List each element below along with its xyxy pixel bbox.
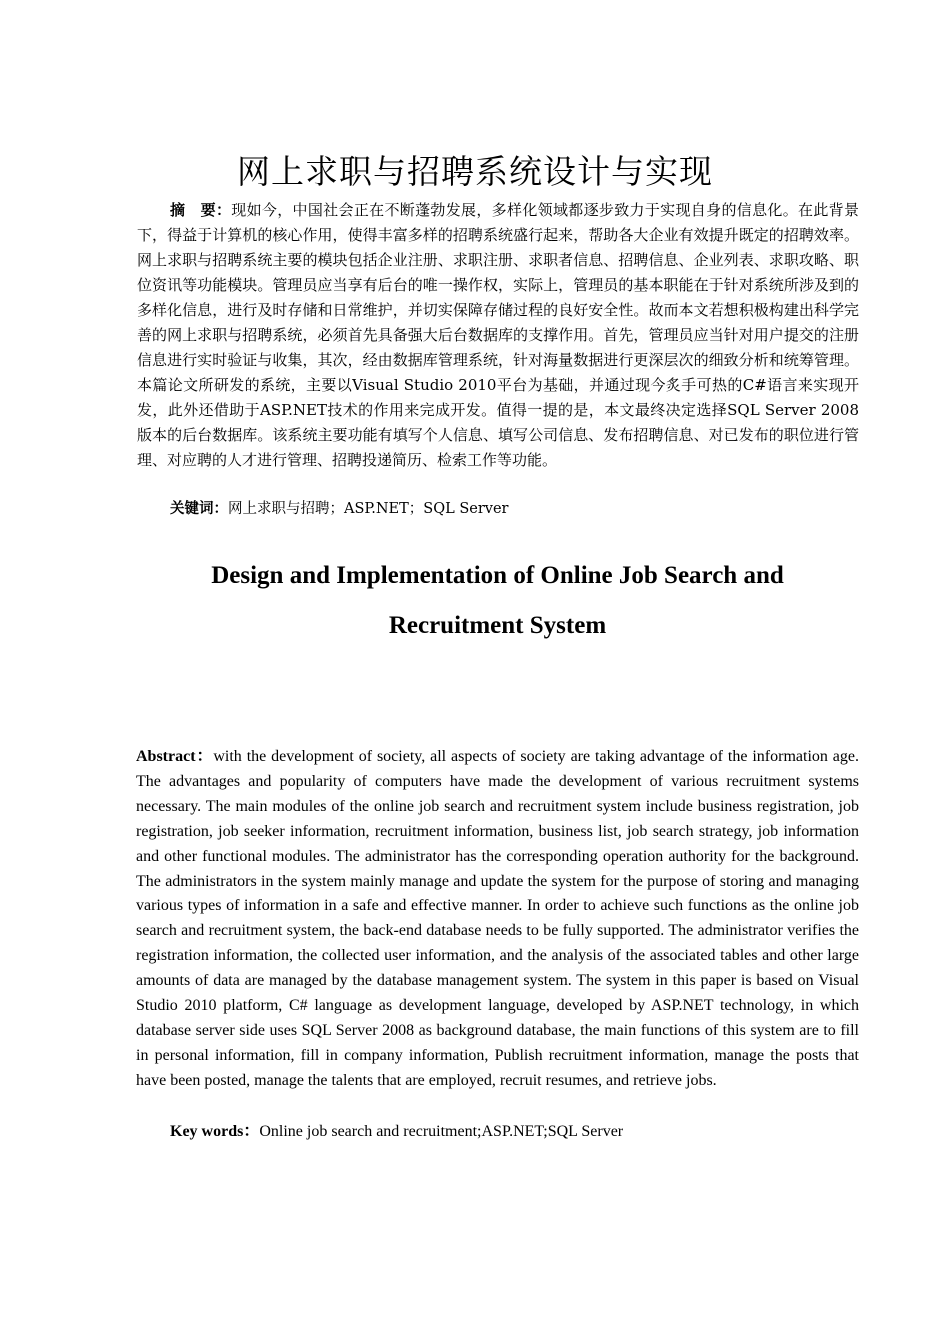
chinese-keywords-label: 关键词： — [170, 501, 228, 517]
chinese-abstract-text: 现如今，中国社会正在不断蓬勃发展，多样化领域都逐步致力于实现自身的信息化。在此背景下，得益于计算机的核心作用，使得丰富多样的招聘系统盛行起来，帮助各大企业有效提升既定的招聘效率。网上求职与招聘系统主要的模块包括企业注册、求职注册、求职者信息、招聘信息、企业列表、求职攻略、职位资讯等功能模块。管理员应当享有后台的唯一操作权，实际上，管理员的基本职能在于针对系统所涉及到的多样化信息，进行及时存储和日常维护，并切实保障存储过程的良好安全性。故而本文若想积极构建出科学完善的网上求职与招聘系统，必须首先具备强大后台数据库的支撑作用。首先，管理员应当针对用户提交的注册信息进行实时验证与收集，其次，经由数据库管理系统，针对海量数据进行更深层次的细致分析和统筹管理。本篇论文所研发的系统，主要以Visual Studio 2010平台为基础，并通过现今炙手可热的C#语言来实现开发，此外还借助于ASP.NET技术的作用来完成开发。值得一提的是，本文最终决定选择SQL Server 2008版本的后台数据库。该系统主要功能有填写个人信息、填写公司信息、发布招聘信息、对已发布的职位进行管理、对应聘的人才进行管理、招聘投递简历、检索工作等功能。 — [137, 201, 859, 469]
chinese-keywords-text: 网上求职与招聘；ASP.NET；SQL Server — [228, 501, 509, 517]
english-keywords-label: Key words： — [170, 1123, 260, 1140]
english-keywords — [136, 1119, 859, 1144]
chinese-abstract — [137, 198, 859, 473]
chinese-keywords — [137, 497, 859, 522]
chinese-title: 网上求职与招聘系统设计与实现 — [237, 152, 713, 192]
english-title — [100, 551, 895, 651]
english-keywords-text: Online job search and recruitment;ASP.NET;SQL Server — [259, 1123, 624, 1140]
chinese-abstract-label: 摘 要： — [170, 201, 232, 219]
english-title-line2: Recruitment System — [388, 612, 607, 639]
english-abstract-label: Abstract： — [136, 748, 214, 765]
english-title-line1: Design and Implementation of Online Job Search and — [211, 562, 784, 589]
english-abstract-text: with the development of society, all aspects of society are taking advantage of the information age. The advantages and popularity of computers have made the development of various recruitment systems necessary. The main modules of the online job search and recruitment system include business registration, job registration, job seeker information, recruitment information, business list, job search strategy, job information and other functional modules. The administrator has the corresponding operation authority for the background. The administrators in the system mainly manage and update the system for the purpose of storing and managing various types of information in a safe and effective manner. In order to achieve such functions as the online job search and recruitment system, the back-end database needs to be fully supported. The administrator verifies the registration information, the collected user information, and the analysis of the associated tables and other large amounts of data are managed by the database management system. The system in this paper is based on Visual Studio 2010 platform, C# language as development language, developed by ASP.NET technology, in which database server side uses SQL Server 2008 as background database, the main functions of this system are to fill in personal information, fill in company information, Publish recruitment information, manage the posts that have been posted, manage the talents that are employed, recruit resumes, and retrieve jobs. — [136, 748, 860, 1089]
english-abstract — [136, 745, 859, 1094]
